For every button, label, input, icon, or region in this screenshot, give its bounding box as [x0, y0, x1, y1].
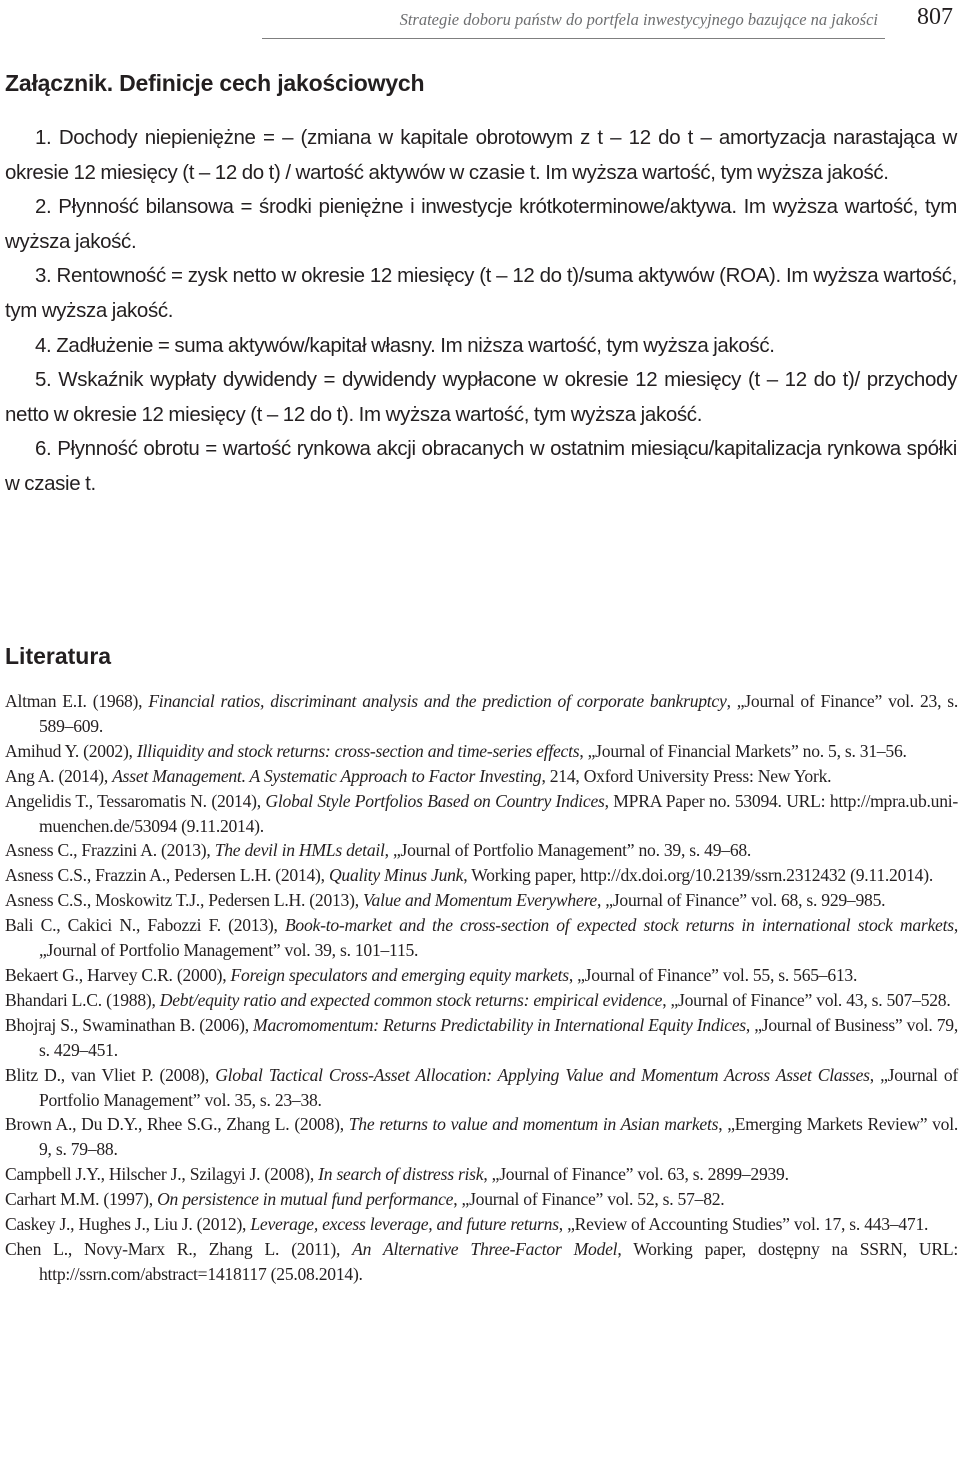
reference-item [5, 988, 958, 1013]
definition-item: 3. Rentowność = zysk netto w okresie 12 miesięcy (t – 12 do t)/suma aktywów (ROA). Im wyższa wartość, tym wyższa jakość. [5, 264, 957, 322]
ref-details: , „Journal of Finance” vol. 43, s. 507–528. [662, 989, 951, 1010]
ref-details: , „Journal of Portfolio Management” no. 39, s. 49–68. [384, 840, 752, 861]
reference-item [5, 789, 958, 839]
ref-title: Illiquidity and stock returns: cross-section and time-series effects [136, 740, 580, 761]
ref-title: The returns to value and momentum in Asian markets [348, 1114, 719, 1135]
ref-authors: Altman E.I. (1968), [5, 691, 149, 711]
ref-details: , „Emerging Markets Review” vol. 9, s. 79–88. [39, 1114, 958, 1160]
reference-item [5, 863, 958, 888]
page-number: 807 [917, 4, 953, 30]
ref-title: On persistence in mutual fund performance [157, 1189, 454, 1210]
ref-authors: Ang A. (2014), [5, 765, 113, 786]
ref-title: The devil in HMLs detail [214, 840, 385, 861]
reference-item [5, 1013, 958, 1063]
reference-item [5, 1063, 958, 1113]
reference-item [5, 1112, 958, 1162]
ref-title: Leverage, excess leverage, and future returns [250, 1214, 559, 1235]
ref-title: Global Style Portfolios Based on Country Indices [265, 790, 605, 811]
ref-title: In search of distress risk [318, 1164, 484, 1185]
ref-details: , „Journal of Portfolio Management” vol. 39, s. 101–115. [39, 915, 958, 961]
ref-authors: Brown A., Du D.Y., Rhee S.G., Zhang L. (2008), [5, 1114, 349, 1135]
definition-item: 5. Wskaźnik wypłaty dywidendy = dywidendy wypłacone w okresie 12 miesięcy (t – 12 do t)/ przychody netto w okresie 12 miesięcy (t – 12 do t). Im wyższa wartość, tym wyższa jakość. [5, 368, 957, 426]
definition-item: 1. Dochody niepieniężne = – (zmiana w kapitale obrotowym z t – 12 do t – amortyzacja narastająca w okresie 12 miesięcy (t – 12 do t) / wartość aktywów w czasie t. Im wyższa wartość, tym wyższa jakość. [5, 126, 957, 184]
ref-details: , Working paper, http://dx.doi.org/10.2139/ssrn.2312432 (9.11.2014). [463, 865, 933, 886]
reference-item [5, 689, 958, 739]
reference-item [5, 838, 958, 863]
ref-details: , „Review of Accounting Studies” vol. 17, s. 443–471. [558, 1214, 929, 1235]
ref-details: , „Journal of Finance” vol. 52, s. 57–82. [453, 1189, 725, 1210]
reference-item [5, 739, 958, 764]
ref-authors: Asness C.S., Frazzin A., Pedersen L.H. (2014), [5, 865, 329, 886]
ref-details: , „Journal of Finance” vol. 23, s. 589–609. [39, 691, 958, 736]
ref-authors: Blitz D., van Vliet P. (2008), [5, 1064, 216, 1085]
definition-item: 4. Zadłużenie = suma aktywów/kapitał własny. Im niższa wartość, tym wyższa jakość. [35, 333, 775, 357]
reference-item [5, 1237, 958, 1287]
ref-authors: Bhandari L.C. (1988), [5, 989, 160, 1010]
ref-authors: Asness C.S., Moskowitz T.J., Pedersen L.H. (2013), [5, 890, 364, 911]
ref-authors: Angelidis T., Tessaromatis N. (2014), [5, 790, 266, 811]
running-title: Strategie doboru państw do portfela inwestycyjnego bazujące na jakości [399, 10, 878, 29]
reference-list [5, 689, 958, 1287]
ref-title: Global Tactical Cross-Asset Allocation: Applying Value and Momentum Across Asset Classes [215, 1064, 870, 1085]
ref-details: , „Journal of Portfolio Management” vol. 35, s. 23–38. [39, 1064, 958, 1110]
reference-item [5, 1212, 958, 1237]
reference-item [5, 1162, 958, 1187]
ref-details: , „Journal of Finance” vol. 68, s. 929–985. [596, 890, 886, 911]
ref-authors: Caskey J., Hughes J., Liu J. (2012), [5, 1214, 251, 1235]
ref-details: , „Journal of Finance” vol. 63, s. 2899–2939. [483, 1164, 789, 1185]
ref-title: Macromomentum: Returns Predictability in International Equity Indices [253, 1014, 746, 1035]
ref-title: Asset Management. A Systematic Approach to Factor Investing [112, 765, 542, 786]
literature-heading: Literatura [5, 643, 112, 669]
ref-title: Foreign speculators and emerging equity markets [230, 964, 569, 985]
ref-authors: Bhojraj S., Swaminathan B. (2006), [5, 1014, 254, 1035]
reference-item [5, 1187, 958, 1212]
ref-title: Value and Momentum Everywhere [363, 890, 597, 911]
reference-item [5, 888, 958, 913]
ref-details: , MPRA Paper no. 53094. URL: http://mpra.ub.uni-muenchen.de/53094 (9.11.2014). [39, 790, 958, 836]
ref-details: , „Journal of Financial Markets” no. 5, s. 31–56. [579, 740, 907, 761]
header-rule [262, 38, 885, 39]
ref-authors: Amihud Y. (2002), [5, 740, 137, 761]
definitions-list [5, 121, 957, 502]
appendix-title: Załącznik. Definicje cech jakościowych [5, 70, 425, 96]
ref-details: , 214, Oxford University Press: New York. [541, 765, 832, 786]
reference-item [5, 764, 958, 789]
definition-item: 2. Płynność bilansowa = środki pieniężne i inwestycje krótkoterminowe/aktywa. Im wyższa wartość, tym wyższa jakość. [5, 195, 957, 253]
ref-authors: Bekaert G., Harvey C.R. (2000), [5, 964, 231, 985]
ref-title: Book-to-market and the cross-section of expected stock returns in international stock markets [284, 915, 954, 936]
ref-details: , Working paper, dostępny na SSRN, URL: http://ssrn.com/abstract=1418117 (25.08.2014). [39, 1238, 959, 1284]
ref-details: , „Journal of Business” vol. 79, s. 429–451. [39, 1014, 959, 1060]
ref-authors: Campbell J.Y., Hilscher J., Szilagyi J. (2008), [5, 1164, 319, 1185]
ref-authors: Asness C., Frazzini A. (2013), [5, 840, 215, 861]
ref-title: Debt/equity ratio and expected common stock returns: empirical evidence [159, 989, 663, 1010]
reference-item [5, 963, 958, 988]
ref-details: , „Journal of Finance” vol. 55, s. 565–613. [568, 964, 858, 985]
ref-authors: Chen L., Novy-Marx R., Zhang L. (2011), [5, 1238, 353, 1259]
ref-title: An Alternative Three-Factor Model [352, 1238, 618, 1259]
ref-authors: Carhart M.M. (1997), [5, 1189, 158, 1210]
ref-authors: Bali C., Cakici N., Fabozzi F. (2013), [5, 915, 285, 936]
definition-item: 6. Płynność obrotu = wartość rynkowa akcji obracanych w ostatnim miesiącu/kapitalizacja rynkowa spółki w czasie t. [5, 437, 957, 495]
reference-item [5, 913, 958, 963]
ref-title: Financial ratios, discriminant analysis and the prediction of corporate bankruptcy [148, 691, 727, 711]
ref-title: Quality Minus Junk [328, 865, 464, 886]
running-header [0, 4, 953, 34]
